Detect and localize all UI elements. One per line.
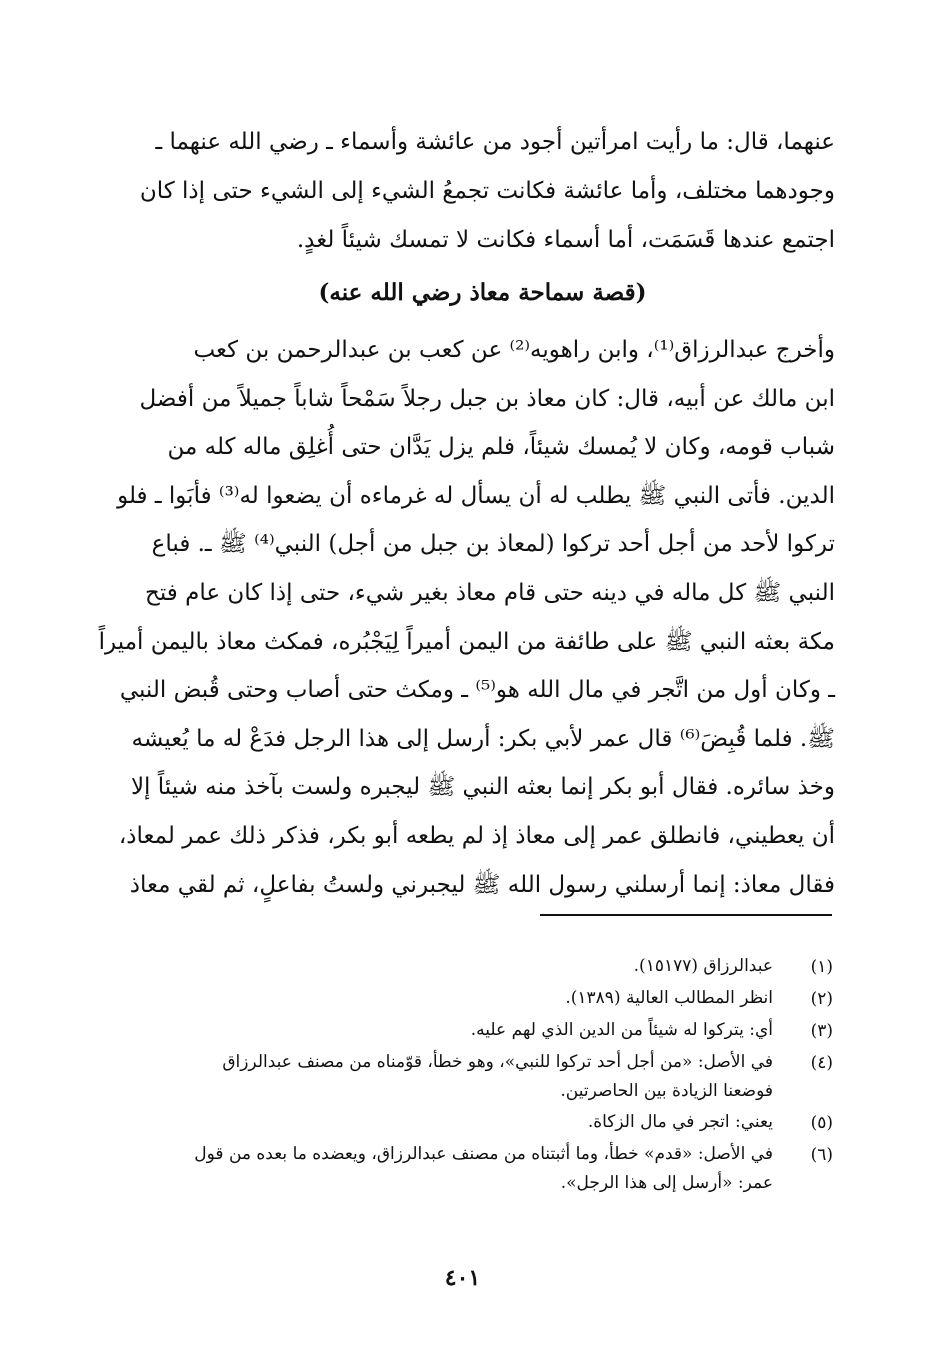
paragraph-story [98,326,835,909]
footnote-line: أي: يتركوا له شيئاً من الدين الذي لهم عليه. [470,1020,773,1040]
footnote-text [130,1048,773,1106]
footnote-number: (٥) [810,1113,833,1133]
footnote-line: يعني: اتجر في مال الزكاة. [587,1112,773,1132]
footnote-text [130,1108,773,1138]
footnote-number: (٦) [810,1145,833,1165]
footnote-text [130,952,773,982]
text-line: تركوا لأحد من أجل أحد تركوا (لمعاذ بن جبل من أجل) النبي⁽⁴⁾ ﷺ ـ. فباع [151,531,835,558]
footnote-line: في الأصل: «قدم» خطأ، وما أثبتناه من مصنف عبدالرزاق، ويعضده ما بعده من قول [194,1144,773,1164]
footnote-number: (٣) [810,1021,833,1041]
footnote-line: فوضعنا الزيادة بين الحاصرتين. [560,1081,773,1101]
footnote-line: عبدالرزاق (١٥١٧٧). [633,956,773,976]
text-line: ـ وكان أول من اتَّجر في مال الله هو⁽⁵⁾ ـ ومكث حتى أصاب وحتى قُبض النبي [119,677,835,704]
text-line: وخذ سائره. فقال أبو بكر إنما بعثه النبي ﷺ ليجبره ولست بآخذ منه شيئاً إلا [130,774,835,801]
footnote-number: (٢) [810,989,833,1009]
footnote-item [130,984,835,1014]
footnote-item [130,1140,835,1198]
page-number: ٤٠١ [444,1265,481,1291]
footnote-item [130,1016,835,1046]
footnote-text [130,984,773,1014]
text-line: النبي ﷺ كل ماله في دينه حتى قام معاذ بغير شيء، حتى إذا كان عام فتح [144,579,835,606]
text-line: الدين. فأتى النبي ﷺ يطلب له أن يسأل له غرماءه أن يضعوا له⁽³⁾ فأبَوا ـ فلو [117,482,835,509]
text-line: شباب قومه، وكان لا يُمسك شيئاً، فلم يزل يَدَّان حتى أُغلِق ماله كله من [167,434,835,461]
footnote-line: انظر المطالب العالية (١٣٨٩). [565,988,773,1008]
footnote-line: في الأصل: «من أجل أحد تركوا للنبي»، وهو خطأ، قوّمناه من مصنف عبدالرزاق [222,1052,773,1072]
footnote-number: (١) [810,957,833,977]
text-line: ﷺ. فلما قُبِضَ⁽⁶⁾ قال عمر لأبي بكر: أرسل إلى هذا الرجل فدَعْ له ما يُعيشه [131,725,835,752]
footnote-text [130,1140,773,1198]
text-line: وأخرج عبدالرزاق⁽¹⁾، وابن راهويه⁽²⁾ عن كعب بن عبدالرحمن بن كعب [193,337,835,363]
text-line: أن يعطيني، فانطلق عمر إلى معاذ إذ لم يطعه أبو بكر، فذكر ذلك عمر لمعاذ، [118,822,835,849]
paragraph-continued [130,118,835,265]
footnote-divider [540,914,832,916]
footnotes [130,952,835,1200]
text-line: اجتمع عندها قَسَمَت، أما أسماء فكانت لا تمسك شيئاً لغدٍ. [296,227,835,253]
text-line: ابن مالك عن أبيه، قال: كان معاذ بن جبل رجلاً سَمْحاً شاباً جميلاً من أفضل [139,385,835,412]
section-heading: (قصة سماحة معاذ رضي الله عنه) [318,279,647,306]
footnote-number: (٤) [810,1053,833,1073]
footnote-line: عمر: «أرسل إلى هذا الرجل». [560,1173,773,1193]
text-line: فقال معاذ: إنما أرسلني رسول الله ﷺ ليجبرني ولستُ بفاعلٍ، ثم لقي معاذ [129,871,835,898]
text-line: وجودهما مختلف، وأما عائشة فكانت تجمعُ الشيء إلى الشيء حتى إذا كان [139,178,835,204]
footnote-text [130,1016,773,1046]
text-line: عنهما، قال: ما رأيت امرأتين أجود من عائشة وأسماء ـ رضي الله عنهما ـ [155,129,835,155]
footnote-item [130,1108,835,1138]
text-line: مكة بعثه النبي ﷺ على طائفة من اليمن أميراً لِيَجْبُره، فمكث معاذ باليمن أميراً [98,628,835,655]
footnote-item [130,1048,835,1106]
footnote-item [130,952,835,982]
